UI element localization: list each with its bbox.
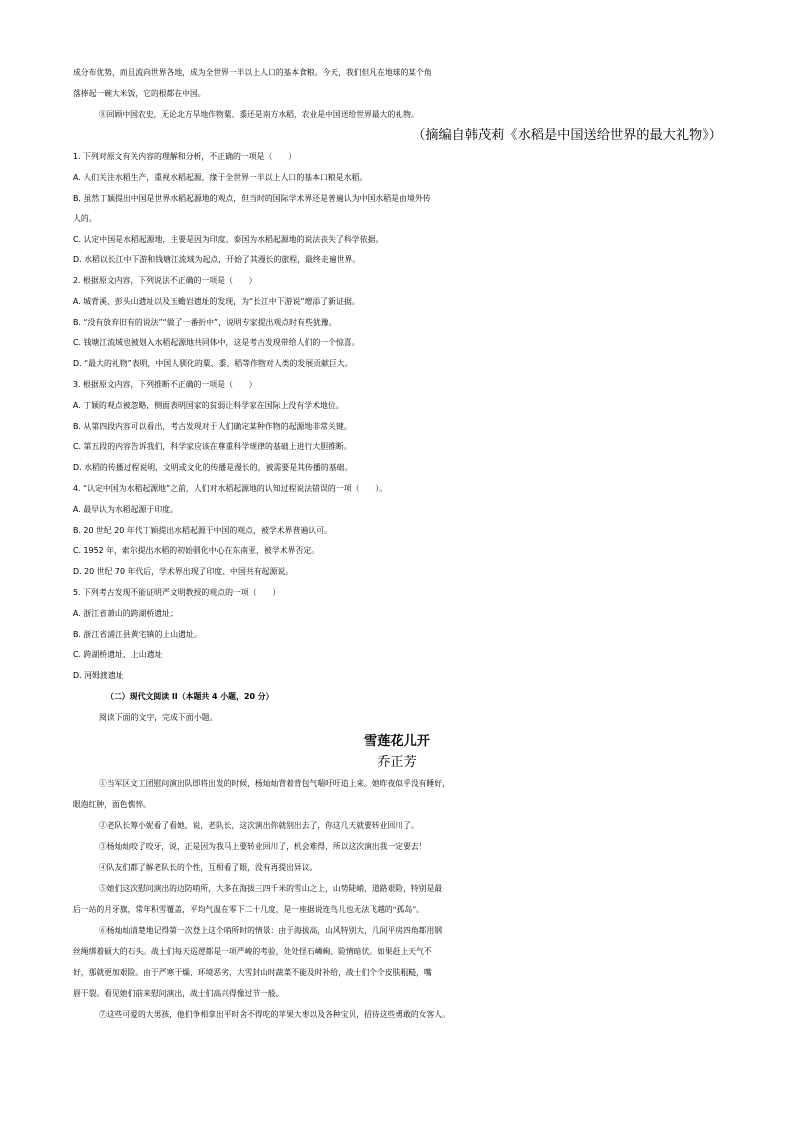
passage-paragraph-7-line-2: 落捧起一碗大米饭，它的根都在中国。 [73,89,206,98]
story-paragraph-6-line-3: 好，那就更加艰险。由于严寒干燥、环境恶劣，大雪封山时蔬菜不能及时补给，战士们个个皮肤粗糙，嘴 [73,968,432,977]
question-3-option-d: D. 水稻的传播过程说明，文明或文化的传播是漫长的，被需要是其传播的基础。 [73,463,353,472]
story-paragraph-6-line-4: 唇干裂。看见她们前来慰问演出，战士们高兴得像过节一般。 [73,989,284,998]
passage-paragraph-8: ⑧回顾中国农史，无论北方旱地作物粟、黍还是南方水稻，农业是中国送给世界最大的礼物。 [99,110,419,119]
question-1-stem: 1. 下列对原文有关内容的理解和分析，不正确的一项是（ ） [73,152,297,161]
question-2-option-d: D. “最大的礼物”表明，中国人驯化的粟、黍、稻等作物对人类的发展贡献巨大。 [73,359,353,368]
passage-paragraph-7-line-1: 成分布优势，而且流向世界各地，成为全世界一半以上人口的基本食粮。今天，我们但凡在地球的某个角 [73,68,432,77]
question-4-option-a: A. 最早认为水稻起源于印度。 [73,505,178,514]
question-1-option-b-line-1: B. 虽然丁颖提出中国是世界水稻起源地的观点，但当时的国际学术界还是普遍认为中国水稻是由境外传 [73,194,431,203]
question-5-option-a: A. 浙江省萧山的跨湖桥遗址； [73,609,178,618]
question-4-option-d: D. 20 世纪 70 年代后，学术界出现了印度、中国共有起源说。 [73,567,294,576]
story-paragraph-4: ④队友们都了解老队长的个性，互相看了眼，没有再提出异议。 [99,863,318,872]
question-3-option-b: B. 从第四段内容可以看出，考古发现对于人们确定某种作物的起源地非常关键。 [73,422,352,431]
story-paragraph-5-line-2: 后一站的月牙旗，常年积雪覆盖，平均气温在零下二十几度，是一座据说连鸟儿也无法飞越的“孤岛”。 [73,905,425,914]
question-2-stem: 2. 根据原文内容，下列说法不正确的一项是（ ） [73,276,257,285]
question-2-option-c: C. 钱塘江流域也被划入水稻起源地共同体中，这是考古发现带给人们的一个惊喜。 [73,338,360,347]
passage-source: （摘编自韩茂莉《水稻是中国送给世界的最大礼物》） [412,128,722,143]
question-1-option-b-line-2: 人的。 [73,214,97,223]
story-author: 乔正芳 [377,755,417,770]
question-2-option-b: B. “没有放弃旧有的说法”“做了一番折中”，说明专家提出观点时有些犹豫。 [73,318,337,327]
story-title: 雪莲花儿开 [364,734,430,749]
question-4-option-b: B. 20 世纪 20 年代丁颖提出水稻起源于中国的观点，被学术界普遍认可。 [73,526,332,535]
question-5-stem: 5. 下列考古发现不能证明严文明教授的观点的一项（ ） [73,588,281,597]
question-2-option-a: A. 城背溪、彭头山遗址以及玉蟾岩遗址的发现，为“长江中下游说”增添了新证据。 [73,297,360,306]
story-paragraph-1-line-1: ①当军区文工团慰问演出队即将出发的时候，杨灿灿背着背包气喘吁吁追上来。她昨夜似乎没有睡好， [99,779,450,788]
question-3-option-a: A. 丁颖的观点被忽略，侧面表明国家的贫弱让科学家在国际上没有学术地位。 [73,401,344,410]
question-5-option-b: B. 浙江省浦江县黄宅镇的上山遗址。 [73,630,202,639]
question-4-option-c: C. 1952 年，索尔提出水稻的初始驯化中心在东南亚，被学术界否定。 [73,546,320,555]
question-4-stem: 4. “认定中国为水稻起源地”之前，人们对水稻起源地的认知过程说法错误的一项（ ）。 [73,484,388,493]
question-5-option-d: D. 河姆渡遗址 [73,671,124,680]
story-paragraph-2: ②老队长筹小妮看了看她，说，老队长，这次演出你就别出去了，你这几天就要转业回川了。 [99,821,419,830]
story-paragraph-1-line-2: 眼泡红肿，面色憔悴。 [73,800,151,809]
story-paragraph-6-line-2: 丝绳绑着硕大的石头。战士们每天巡逻都是一项严峻的考验，处处怪石嶙峋、险情暗伏。如果赶上天气不 [73,947,432,956]
story-paragraph-7: ⑦这些可爱的大男孩，他们争相拿出平时舍不得吃的苹果大枣以及各种宝贝，招待这些勇敢的女客人。 [99,1010,450,1019]
question-5-option-c: C. 跨湖桥遗址、上山遗址 [73,650,163,659]
question-1-option-a: A. 人们关注水稻生产，重视水稻起源，缘于全世界一半以上人口的基本口粮是水稻。 [73,173,368,182]
story-paragraph-3: ③杨灿灿咬了咬牙，说，正是因为我马上要转业回川了，机会难得，所以这次演出我一定要去！ [99,842,427,851]
section-heading: （二）现代文阅读 II（本题共 4 小题，20 分） [106,692,274,701]
story-paragraph-5-line-1: ⑤她们这次慰问演出的边防哨所，大多在海拔三四千米的雪山之上，山势陡峭，道路艰险，特别是最 [99,884,443,893]
question-3-stem: 3. 根据原文内容，下列推断不正确的一项是（ ） [73,380,257,389]
question-1-option-c: C. 认定中国是水稻起源地，主要是因为印度、泰国为水稻起源地的说法丧失了科学依据。 [73,235,384,244]
question-1-option-d: D. 水稻以长江中下游和钱塘江流域为起点，开始了其漫长的旅程，最终走遍世界。 [73,255,361,264]
story-paragraph-6-line-1: ⑥杨灿灿清楚地记得第一次登上这个哨所时的情景：由于海拔高，山风特别大，几间平房四角都用钢 [99,926,443,935]
section-instruction: 阅读下面的文字，完成下面小题。 [99,713,218,722]
question-3-option-c: C. 第五段的内容告诉我们，科学家应该在尊重科学规律的基础上进行大胆推断。 [73,442,352,451]
